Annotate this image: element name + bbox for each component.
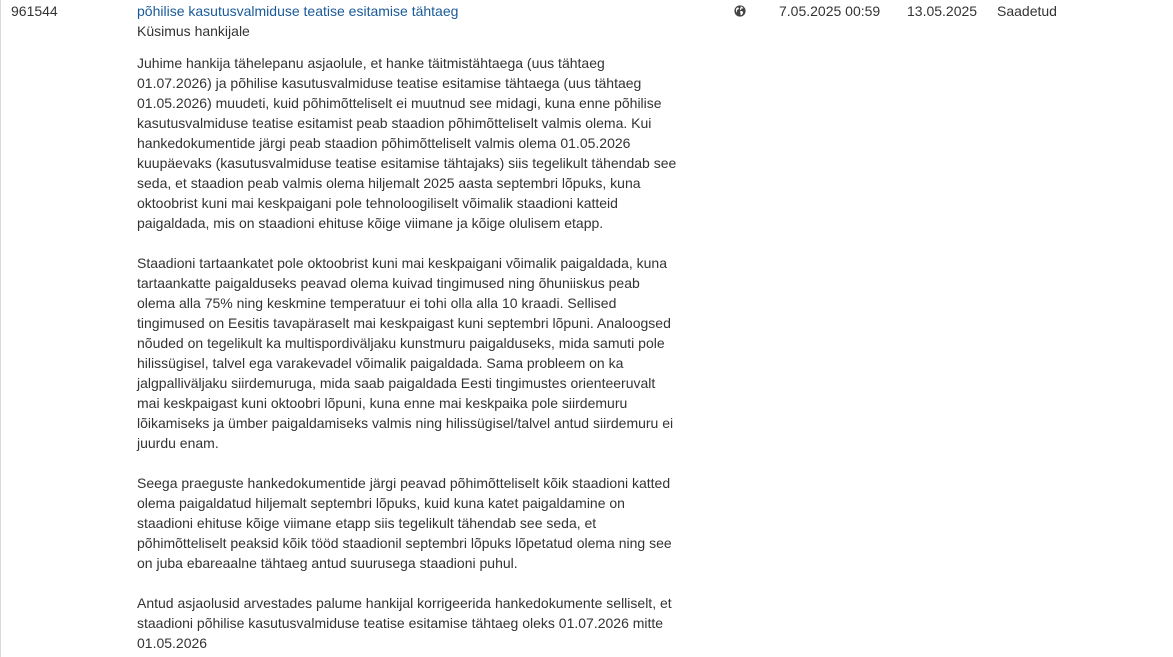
question-subject-link[interactable]: põhilise kasutusvalmiduse teatise esitamise tähtaeg xyxy=(137,3,459,19)
question-paragraph: Staadioni tartaankatet pole oktoobrist kuni mai keskpaigani võimalik paigaldada, kuna tartaankatte paigalduseks peavad olema kuivad tingimused ning õhuniiskus peab olema alla 75% ning keskmine temperatuur ei tohi olla alla 10 kraadi. Sellised tingimused on Eesitis tavapäraselt mai keskpaigast kuni septembri lõpuni. Analoogsed nõuded on tegelikult ka multispordiväljaku kunstmuru paigalduseks, mida samuti pole hilissügisel, talvel ega varakevadel võimalik paigaldada. Sama probleem on ka jalgpalliväljaku siirdemuruga, mida saab paigaldada Eesti tingimustes orienteeruvalt mai keskpaigast kuni oktoobri lõpuni, kuna enne mai keskpaika pole siirdemuru lõikamiseks ja ümber paigaldamiseks valmis ning hilissügisel/talvel antud siirdemuru ei juurdu enam. xyxy=(137,255,674,451)
question-paragraph: Seega praeguste hankedokumentide järgi peavad põhimõtteliselt kõik staadioni katted olema paigaldatud hiljemalt septembri lõpuks, kuid kuna katet paigaldamine on staadioni ehituse kõige viimane etapp siis tegelikult tähendab see seda, et põhimõtteliselt peaksid kõik tööd staadionil septembri lõpuks lõpetatud olema ning see on juba ebareaalne tähtaeg antud suurusega staadioni puhul. xyxy=(137,475,672,571)
question-paragraph: Antud asjaolusid arvestades palume hankijal korrigeerida hankedokumente selliselt, et staadioni põhilise kasutusvalmiduse teatise esitamise tähtaeg oleks 01.07.2026 mitte 01.05.2026 xyxy=(137,595,672,651)
sent-datetime: 7.05.2025 00:59 xyxy=(779,3,881,19)
question-paragraph: Juhime hankija tähelepanu asjaolule, et hanke täitmistähtaega (uus tähtaeg 01.07.2026) ja põhilise kasutusvalmiduse teatise esitamise tähtaega (uus tähtaeg 01.05.2026) muudeti, kuid põhimõtteliselt ei muutnud see midagi, kuna enne põhilise kasutusvalmiduse teatise esitamist peab staadion põhimõtteliselt valmis olema. Kui hankedokumentide järgi peab staadion põhimõtteliselt valmis olema 01.05.2026 kuupäevaks (kasutusvalmiduse teatise esitamise tähtajaks) siis tegelikult tähendab see seda, et staadion peab valmis olema hiljemalt 2025 aasta septembri lõpuks, kuna oktoobrist kuni mai keskpaigani pole tehnoloogiliselt võimalik staadioni katteid paigaldada, mis on staadioni ehituse kõige viimane ja kõige olulisem etapp. xyxy=(137,55,677,231)
question-content xyxy=(137,3,677,657)
question-id: 961544 xyxy=(11,3,58,19)
answer-deadline: 13.05.2025 xyxy=(907,3,978,19)
status-text: Saadetud xyxy=(997,3,1057,19)
question-type: Küsimus hankijale xyxy=(137,23,250,39)
question-body xyxy=(137,53,677,653)
globe-icon xyxy=(734,4,746,16)
